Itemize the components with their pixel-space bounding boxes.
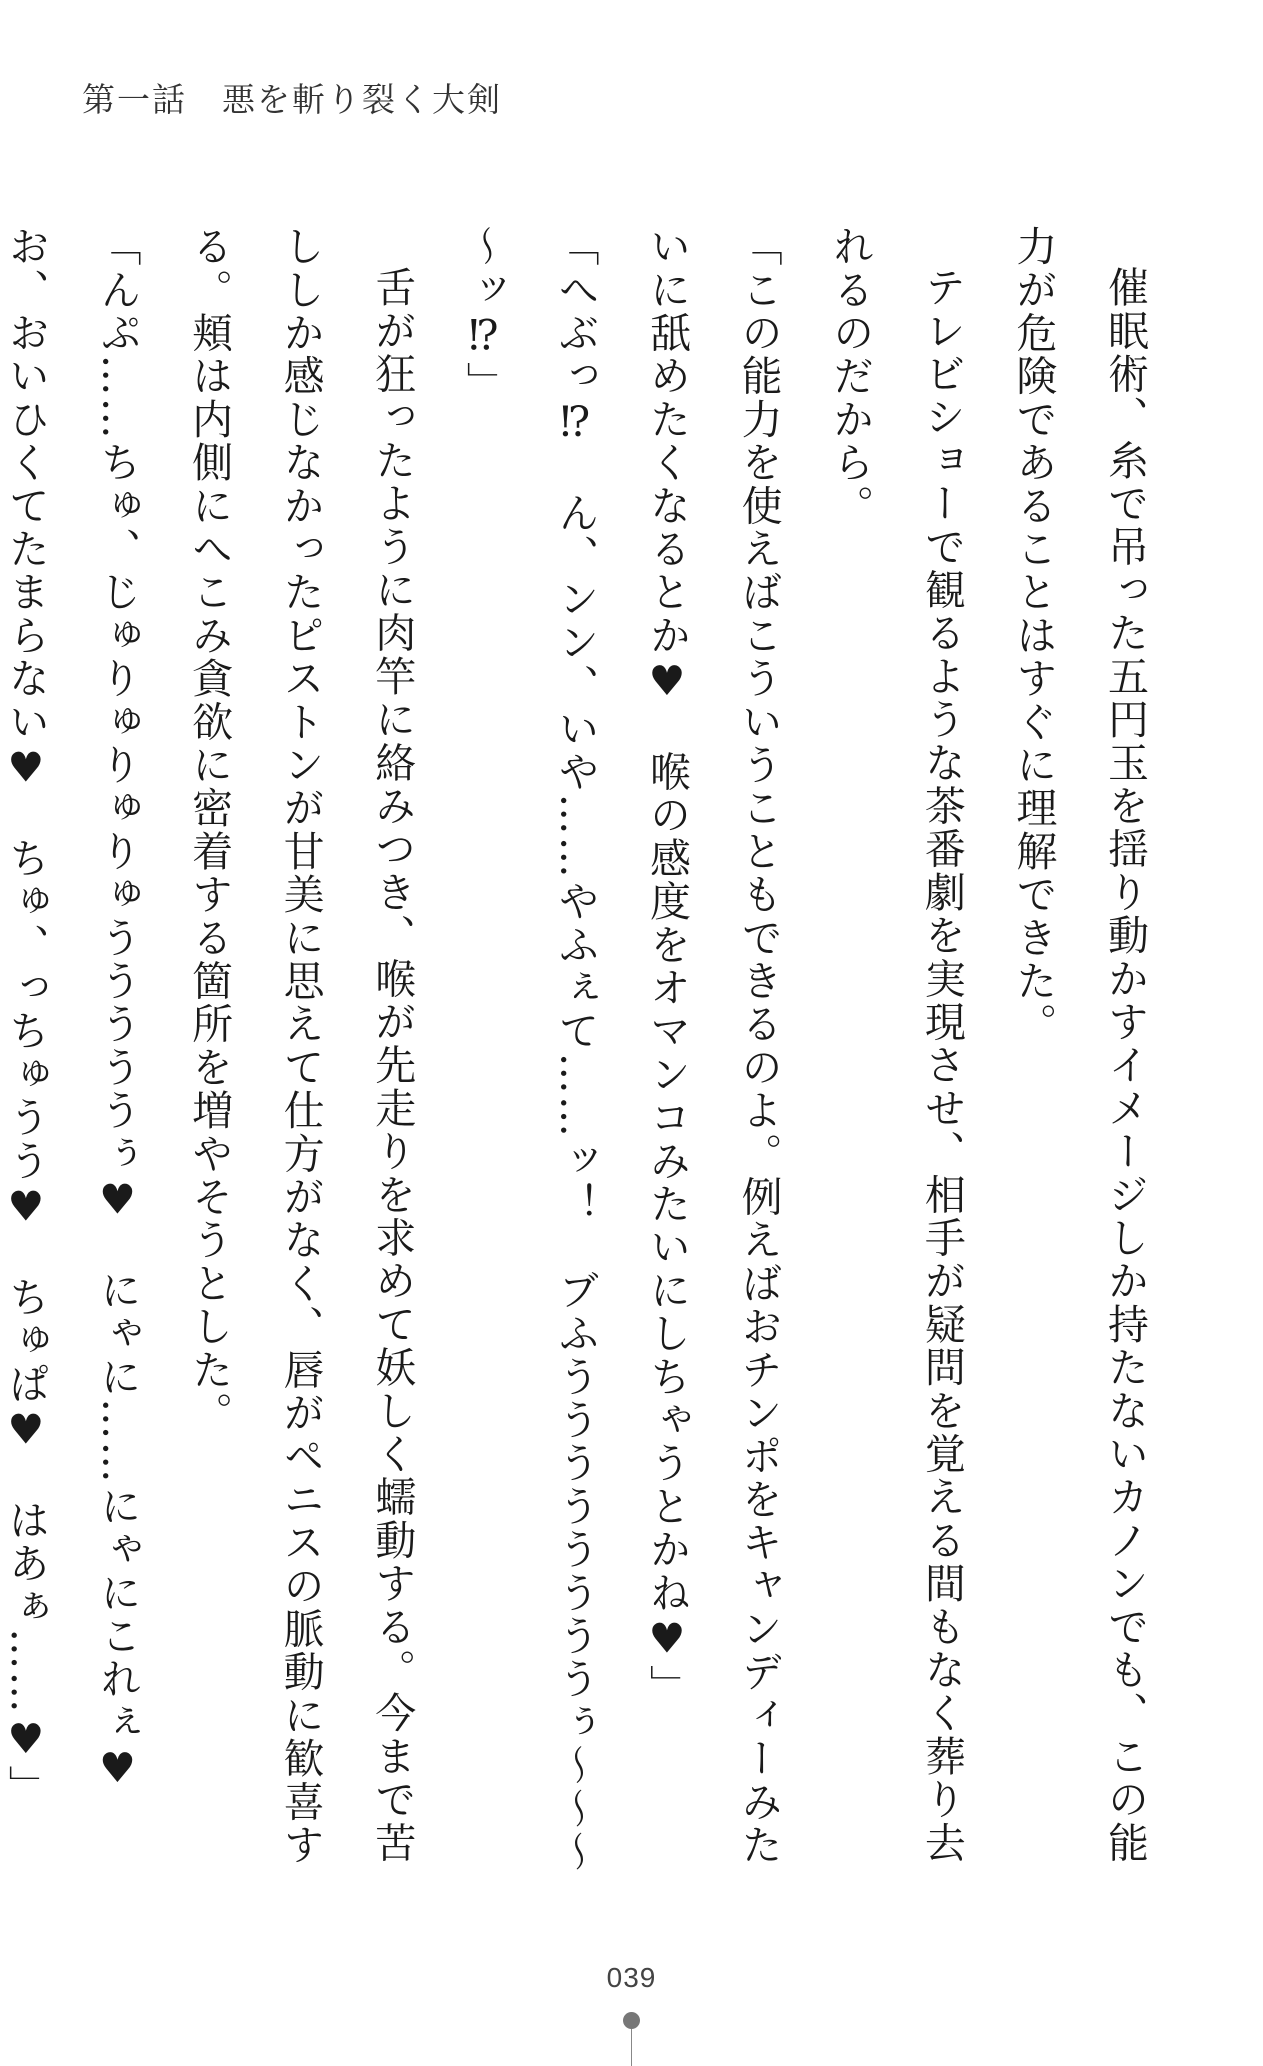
paragraph: 舌が狂ったように肉竿に絡みつき、喉が先走りを求めて妖しく蠕動する。今まで苦ししか感じなかったピストンが甘美に思えて仕方がなく、唇がペニスの脈動に歓喜する。頬は内側にへこみ貪欲に密着する箇所を増やそうとした。: [185, 225, 417, 1867]
running-header: 第一話 悪を斬り裂く大剣: [82, 80, 502, 119]
folio-line-ornament: [631, 2029, 632, 2066]
paragraph: テレビショーで観るような茶番劇を実現させ、相手が疑問を覚える間もなく葬り去れるのだから。: [826, 225, 966, 1865]
dialogue-paragraph: 「この能力を使えばこういうこともできるのよ。例えばおチンポをキャンディーみたいに舐めたくなるとか♥ 喉の感度をオマンコみたいにしちゃうとかね♥」: [643, 225, 783, 1867]
body-text: [1, 225, 1170, 1885]
page-number: 039: [606, 1962, 657, 1993]
folio-dot-ornament: [623, 2012, 640, 2029]
paragraph: 催眠術、糸で吊った五円玉を揺り動かすイメージしか持たないカノンでも、この能力が危険であることはすぐに理解できた。: [1009, 225, 1149, 1865]
dialogue-paragraph: 「んぷ……ちゅ、じゅりゅりゅりゅうううううぅ♥ にゃに……にゃにこれぇ♥ お、おいひくてたまらない♥ ちゅ、っちゅうう♥ ちゅぱ♥ はあぁ……♥」: [1, 225, 142, 1838]
dialogue-paragraph: 「へぶっ⁉ ん、ンン、いや……やふぇて……ッ！ ブふううううううううぅ～～～～ッ⁉」: [459, 225, 600, 1874]
